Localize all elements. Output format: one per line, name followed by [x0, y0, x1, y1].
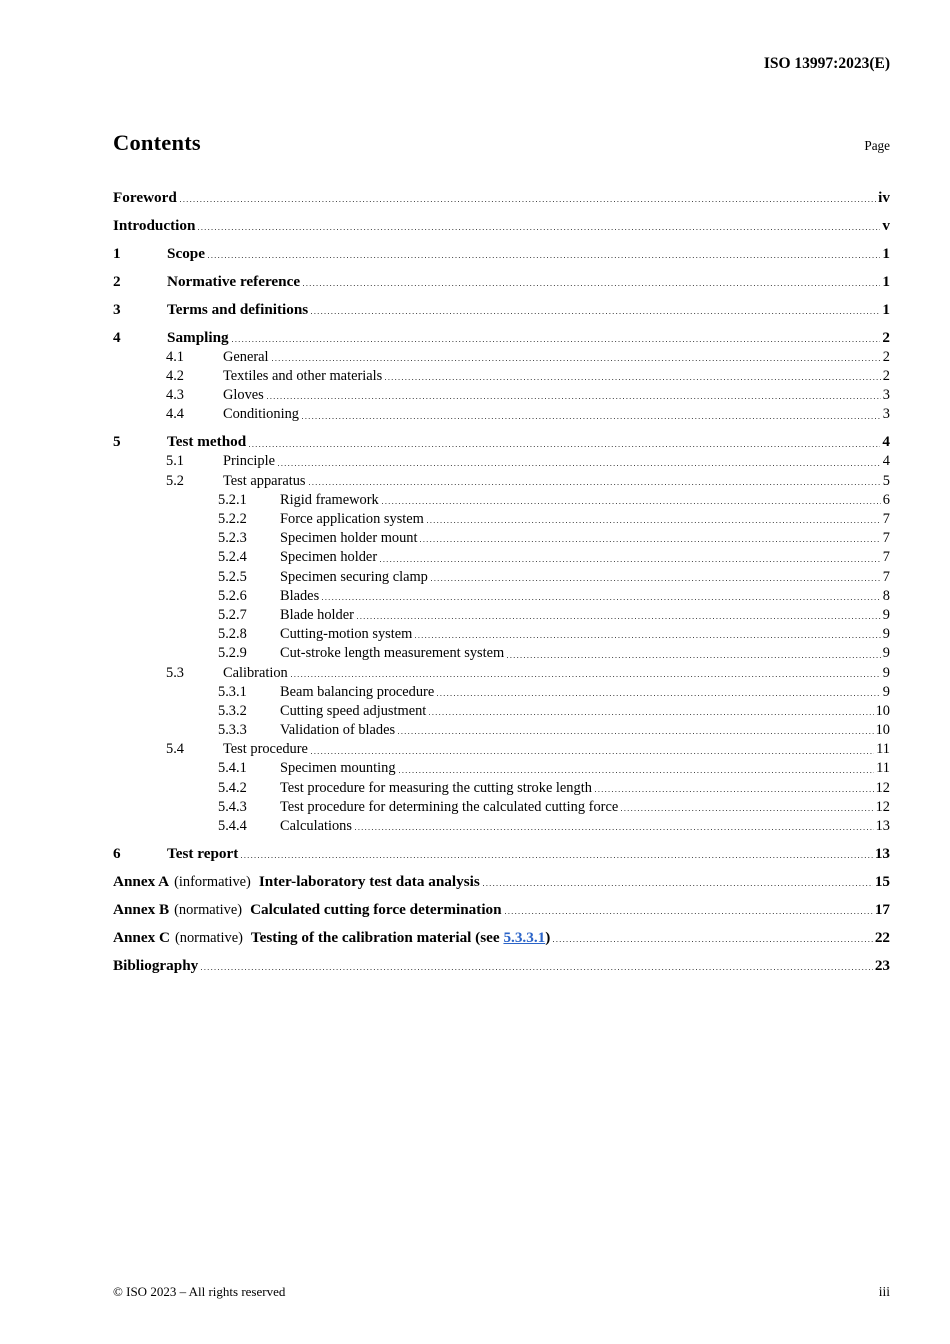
- toc-entry-page: 1: [882, 272, 890, 290]
- toc-entry-5.2.7: [113, 604, 890, 623]
- toc-entry-number: 5.3.2: [218, 702, 247, 719]
- contents-title-row: [113, 131, 890, 156]
- toc-entry-title: Specimen securing clamp: [280, 568, 428, 585]
- toc-entry-page: 5: [882, 472, 890, 489]
- toc-entry-page: 4: [882, 453, 890, 470]
- toc-entry-5.4.1: [113, 758, 890, 777]
- toc-entry-number: 5.2.4: [218, 549, 247, 566]
- toc-entry-page: 12: [875, 779, 890, 796]
- toc-entry-number: 5.2.2: [218, 511, 247, 528]
- toc-entry-4.2: [113, 365, 890, 384]
- toc-entry-page: 6: [882, 491, 890, 508]
- toc-entry-title: Scope: [167, 244, 205, 262]
- toc-entry-3: [113, 299, 890, 318]
- toc-entry-title: Blade holder: [280, 606, 354, 623]
- toc-entry-annex-b: [113, 899, 890, 918]
- toc-entry-number: 5: [113, 433, 121, 451]
- folio-page-number: iii: [878, 1284, 890, 1299]
- toc-entry-page: 7: [882, 530, 890, 547]
- toc-entry-page: 9: [882, 626, 890, 643]
- dot-leader: [507, 643, 881, 662]
- dot-leader: [180, 187, 876, 206]
- toc-entry-page: 7: [882, 568, 890, 585]
- toc-entry-5: [113, 432, 890, 451]
- toc-entry-title: Normative reference: [167, 272, 301, 290]
- toc-entry-page: 13: [875, 818, 890, 835]
- dot-leader: [249, 432, 880, 451]
- toc-entry-page: 10: [875, 702, 890, 719]
- toc-entry-page: 22: [874, 929, 890, 947]
- toc-entry-5.1: [113, 451, 890, 470]
- toc-entry-page: 4: [882, 433, 890, 451]
- toc-entry-page: 2: [882, 348, 890, 365]
- annex-title-text: Inter-laboratory test data analysis: [258, 873, 480, 891]
- toc-entry-number: 5.2.9: [218, 645, 247, 662]
- toc-entry-page: 7: [882, 549, 890, 566]
- dot-leader: [595, 777, 874, 796]
- toc-entry-number: 5.2.6: [218, 587, 247, 604]
- toc-entry-title: Calculations: [280, 818, 352, 835]
- toc-entry-title: Test procedure for measuring the cutting stroke length: [280, 779, 592, 796]
- toc-entry-title: Specimen holder mount: [280, 530, 418, 547]
- toc-entry-title: Test apparatus: [223, 472, 306, 489]
- toc-entry-title: Sampling: [167, 328, 229, 346]
- dot-leader: [382, 489, 881, 508]
- toc-entry-title: Test report: [167, 845, 239, 863]
- annex-title-text: ): [545, 929, 551, 947]
- toc-entry-4.4: [113, 404, 890, 423]
- annex-title-text: Testing of the calibration material (see: [250, 929, 504, 947]
- toc-entry-5.3: [113, 662, 890, 681]
- toc-entry-number: 5.3.3: [218, 722, 247, 739]
- toc-entry-title: Textiles and other materials: [223, 367, 383, 384]
- toc-entry-title: Gloves: [223, 387, 264, 404]
- toc-entry-4.1: [113, 346, 890, 365]
- toc-entry-number: 4: [113, 328, 121, 346]
- toc-entry-title: Test procedure for determining the calculated cutting force: [280, 798, 619, 815]
- toc-entry-page: 23: [874, 957, 890, 975]
- dot-leader: [505, 899, 873, 918]
- annex-prefix: Annex C: [113, 929, 170, 947]
- toc-entry-title: Test method: [167, 433, 247, 451]
- toc-entry-number: 5.2.1: [218, 491, 247, 508]
- toc-entry-title: Calibration: [223, 664, 288, 681]
- dot-leader: [272, 346, 881, 365]
- toc-entry-page: 1: [882, 300, 890, 318]
- toc-entry-title: Principle: [223, 453, 275, 470]
- dot-leader: [437, 681, 881, 700]
- bibliography-label: Bibliography: [113, 957, 199, 975]
- dot-leader: [322, 585, 881, 604]
- dot-leader: [302, 404, 881, 423]
- toc-entry-foreword: [113, 187, 890, 206]
- toc-entry-page: v: [882, 216, 890, 234]
- toc-entry-5.2.6: [113, 585, 890, 604]
- toc-entry-5.2.3: [113, 528, 890, 547]
- toc-entry-number: 4.4: [166, 406, 184, 423]
- dot-leader: [420, 528, 880, 547]
- page-title: Contents: [113, 130, 201, 155]
- toc-entry-number: 4.2: [166, 367, 184, 384]
- annex-qualifier: (informative): [174, 874, 251, 890]
- dot-leader: [208, 243, 880, 262]
- toc-entry-title: Cut-stroke length measurement system: [280, 645, 505, 662]
- toc-entry-title: Foreword: [113, 188, 177, 206]
- toc-entry-page: 17: [874, 901, 890, 919]
- toc-entry-1: [113, 243, 890, 262]
- toc-entry-title: Conditioning: [223, 406, 299, 423]
- dot-leader: [241, 843, 873, 862]
- toc-entry-number: 5.2.5: [218, 568, 247, 585]
- toc-entry-page: 7: [882, 511, 890, 528]
- toc-entry-number: 5.4: [166, 741, 184, 758]
- document-reference: ISO 13997:2023(E): [763, 55, 890, 72]
- toc-entry-title: Specimen holder: [280, 549, 378, 566]
- dot-leader: [198, 215, 880, 234]
- toc-entry-number: 5.4.1: [218, 760, 247, 777]
- toc-entry-6: [113, 843, 890, 862]
- toc-entry-page: 11: [876, 741, 890, 758]
- toc-entry-number: 5.2.7: [218, 606, 247, 623]
- toc-entry-page: 10: [875, 722, 890, 739]
- annex-qualifier: (normative): [174, 929, 243, 946]
- cross-reference-link-5.3.3.1[interactable]: 5.3.3.1: [503, 929, 546, 947]
- toc-entry-5.4.2: [113, 777, 890, 796]
- toc-entry-number: 5.2.3: [218, 530, 247, 547]
- toc-entry-number: 5.4.4: [218, 818, 247, 835]
- toc-entry-title: Test procedure: [223, 741, 308, 758]
- toc-entry-page: 12: [875, 798, 890, 815]
- toc-entry-5.2.9: [113, 643, 890, 662]
- toc-entry-number: 5.3.1: [218, 683, 247, 700]
- toc-entry-2: [113, 271, 890, 290]
- toc-entry-title: General: [223, 348, 269, 365]
- dot-leader: [483, 871, 873, 890]
- dot-leader: [311, 299, 880, 318]
- page-footer: [113, 1284, 890, 1300]
- copyright-notice: © ISO 2023 – All rights reserved: [113, 1284, 286, 1299]
- toc-entry-page: 9: [882, 606, 890, 623]
- dot-leader: [431, 566, 881, 585]
- toc-entry-page: iv: [878, 188, 890, 206]
- toc-entry-number: 4.1: [166, 348, 184, 365]
- dot-leader: [385, 365, 881, 384]
- dot-leader: [355, 815, 874, 834]
- toc-entry-number: 5.3: [166, 664, 184, 681]
- dot-leader: [553, 927, 873, 946]
- toc-entry-5.2.2: [113, 508, 890, 527]
- toc-entry-page: 3: [882, 387, 890, 404]
- toc-entry-number: 1: [113, 244, 121, 262]
- toc-entry-number: 5.4.3: [218, 798, 247, 815]
- dot-leader: [311, 739, 874, 758]
- toc-entry-title: Blades: [280, 587, 320, 604]
- toc-entry-5.3.3: [113, 719, 890, 738]
- dot-leader: [380, 547, 881, 566]
- dot-leader: [309, 470, 881, 489]
- toc-entry-5.2: [113, 470, 890, 489]
- annex-title: [250, 901, 502, 918]
- toc-entry-title: Validation of blades: [280, 722, 396, 739]
- toc-entry-title: Rigid framework: [280, 491, 379, 508]
- toc-entry-5.4.3: [113, 796, 890, 815]
- toc-list: [113, 187, 890, 975]
- dot-leader: [291, 662, 881, 681]
- toc-entry-bibliography: [113, 955, 890, 974]
- dot-leader: [415, 624, 880, 643]
- dot-leader: [278, 451, 881, 470]
- dot-leader: [267, 384, 881, 403]
- toc-entry-title: Specimen mounting: [280, 760, 396, 777]
- toc-entry-page: 1: [882, 244, 890, 262]
- toc-entry-number: 3: [113, 300, 121, 318]
- toc-entry-annex-a: [113, 871, 890, 890]
- toc-entry-5.4.4: [113, 815, 890, 834]
- annex-title: [259, 873, 480, 890]
- annex-prefix: Annex B: [113, 901, 170, 919]
- dot-leader: [429, 700, 873, 719]
- annex-title-text: Calculated cutting force determination: [250, 901, 502, 919]
- toc-entry-page: 9: [882, 645, 890, 662]
- toc-entry-title: Introduction: [113, 216, 196, 234]
- toc-entry-number: 5.2.8: [218, 626, 247, 643]
- toc-entry-page: 11: [876, 760, 890, 777]
- page-column-label: Page: [864, 138, 890, 153]
- toc-entry-number: 5.4.2: [218, 779, 247, 796]
- toc-entry-introduction: [113, 215, 890, 234]
- toc-entry-5.2.4: [113, 547, 890, 566]
- toc-entry-5.2.5: [113, 566, 890, 585]
- dot-leader: [621, 796, 873, 815]
- dot-leader: [232, 327, 881, 346]
- toc-entry-title: Terms and definitions: [167, 300, 309, 318]
- toc-entry-page: 9: [882, 683, 890, 700]
- dot-leader: [201, 955, 873, 974]
- toc-entry-title: Beam balancing procedure: [280, 683, 435, 700]
- toc-entry-page: 2: [882, 328, 890, 346]
- toc-entry-title: Force application system: [280, 511, 424, 528]
- annex-qualifier: (normative): [174, 901, 243, 918]
- toc-entry-number: 4.3: [166, 387, 184, 404]
- toc-entry-5.3.1: [113, 681, 890, 700]
- toc-entry-4: [113, 327, 890, 346]
- dot-leader: [303, 271, 880, 290]
- toc-entry-annex-c: [113, 927, 890, 946]
- dot-leader: [357, 604, 881, 623]
- toc-entry-5.2.1: [113, 489, 890, 508]
- toc-entry-page: 8: [882, 587, 890, 604]
- toc-entry-5.2.8: [113, 624, 890, 643]
- toc-entry-number: 5.1: [166, 453, 184, 470]
- toc-entry-page: 15: [874, 873, 890, 891]
- annex-prefix: Annex A: [113, 873, 170, 891]
- toc-entry-5.4: [113, 739, 890, 758]
- toc-entry-page: 9: [882, 664, 890, 681]
- annex-title: [251, 929, 550, 946]
- toc-entry-title: Cutting speed adjustment: [280, 702, 427, 719]
- toc-entry-page: 3: [882, 406, 890, 423]
- dot-leader: [398, 719, 874, 738]
- toc-entry-page: 13: [874, 845, 890, 863]
- toc-entry-number: 5.2: [166, 472, 184, 489]
- toc-entry-number: 2: [113, 272, 121, 290]
- toc-entry-title: Cutting-motion system: [280, 626, 413, 643]
- toc-entry-page: 2: [882, 367, 890, 384]
- dot-leader: [427, 508, 881, 527]
- toc-entry-5.3.2: [113, 700, 890, 719]
- dot-leader: [399, 758, 875, 777]
- toc-entry-number: 6: [113, 845, 121, 863]
- toc-entry-4.3: [113, 384, 890, 403]
